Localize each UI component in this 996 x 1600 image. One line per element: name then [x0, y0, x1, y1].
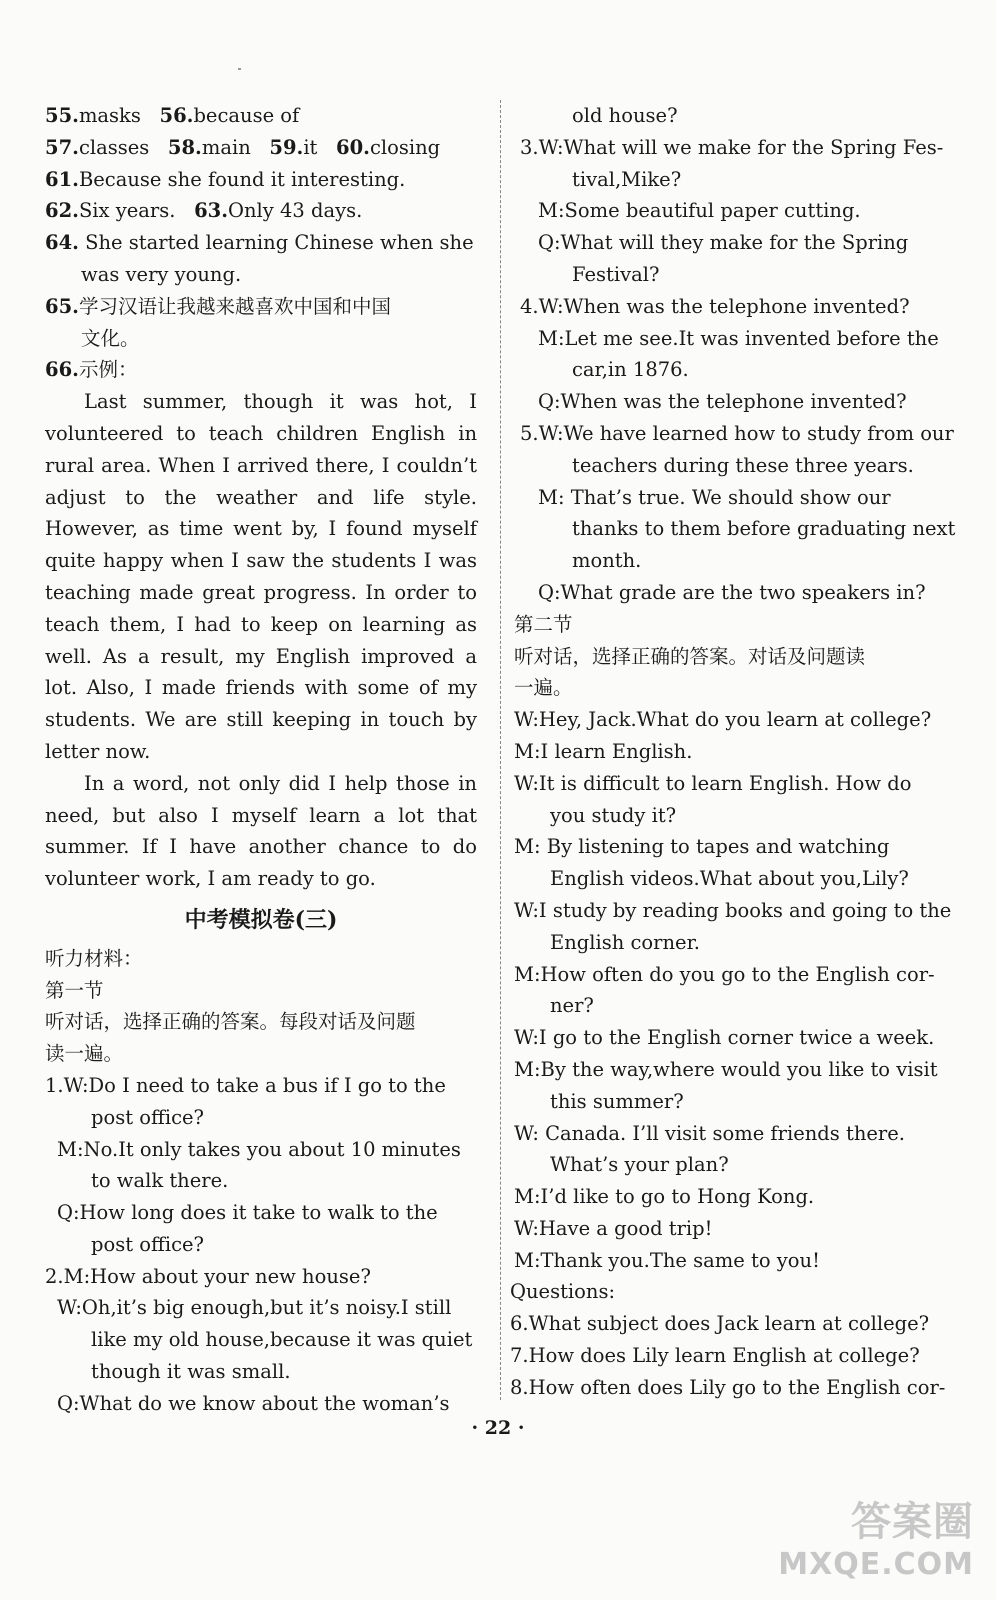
answer-line: was very young.: [81, 262, 242, 286]
dialog-line: ner?: [550, 994, 594, 1018]
instruction-line: 一遍。: [514, 676, 573, 700]
right-column: [510, 100, 960, 1404]
left-column: [45, 100, 477, 1420]
watermark: [778, 1490, 974, 1582]
dialog-line: Q:How long does it take to walk to the: [57, 1201, 438, 1225]
watermark-en: MXQE.COM: [778, 1547, 974, 1582]
dialog-line: tival,Mike?: [572, 167, 682, 191]
dialog-line: M:By the way,where would you like to visit: [514, 1057, 938, 1081]
dialog-line: W:I go to the English corner twice a week.: [514, 1026, 935, 1050]
answer-line: 55.masks 56.because of: [45, 104, 300, 127]
dialog-line: 3.W:What will we make for the Spring Fes-: [520, 135, 944, 159]
question-line: 7.How does Lily learn English at college?: [510, 1344, 920, 1368]
dialog-line: car,in 1876.: [572, 358, 689, 382]
instruction-line: 听对话，选择正确的答案。每段对话及问题: [45, 1010, 416, 1034]
dialog-line: though it was small.: [91, 1360, 291, 1384]
dialog-line: M: By listening to tapes and watching: [514, 835, 890, 859]
dialog-line: M: That’s true. We should show our: [538, 485, 891, 509]
dialog-line: teachers during these three years.: [572, 453, 914, 477]
essay-paragraph: Last summer, though it was hot, I volunteered to teach children English in rural area. When I arrived there, I couldn’t adjust to the weather and life style. However, as time went by, I found myself quite happy when I saw the students I was teaching made great progress. In order to teach them, I had to keep on learning as well. As a result, my English improved a lot. Also, I made friends with some of my students. We are still keeping in touch by letter now.: [45, 390, 477, 763]
answer-line: 65.学习汉语让我越来越喜欢中国和中国: [45, 294, 391, 318]
dialog-line: M:Some beautiful paper cutting.: [538, 199, 861, 223]
dialog-line: 2.M:How about your new house?: [45, 1264, 371, 1288]
watermark-cn: 答案圈: [851, 1499, 974, 1545]
dialog-line: this summer?: [550, 1089, 684, 1113]
heading-line: 第一节: [45, 978, 104, 1002]
page-number: · 22 ·: [471, 1417, 525, 1439]
heading-line: 第二节: [514, 612, 573, 636]
dialog-line: 5.W:We have learned how to study from our: [520, 421, 954, 445]
dialog-line: Q:When was the telephone invented?: [538, 390, 907, 414]
question-line: 8.How often does Lily go to the English cor-: [510, 1375, 946, 1399]
column-divider: [500, 100, 501, 1400]
instruction-line: 读一遍。: [45, 1042, 124, 1066]
dialog-line: W: Canada. I’ll visit some friends there.: [514, 1121, 905, 1145]
heading-line: 听力材料：: [45, 946, 143, 970]
dialog-line: M:Let me see.It was invented before the: [538, 326, 939, 350]
dialog-line: W:Oh,it’s big enough,but it’s noisy.I still: [57, 1296, 452, 1320]
dialog-line: post office?: [91, 1232, 205, 1256]
dialog-line: W:I study by reading books and going to the: [514, 898, 952, 922]
dialog-line: Festival?: [572, 262, 660, 286]
instruction-line: 听对话，选择正确的答案。对话及问题读: [514, 644, 866, 668]
question-line: 6.What subject does Jack learn at college?: [510, 1312, 930, 1336]
dialog-line: W:Hey, Jack.What do you learn at college?: [514, 708, 932, 732]
dialog-line: M:I learn English.: [514, 739, 693, 763]
dialog-line: M:I’d like to go to Hong Kong.: [514, 1185, 815, 1209]
scan-speck: [238, 68, 241, 70]
dialog-line: W:Have a good trip!: [514, 1216, 713, 1240]
section-title: 中考模拟卷(三): [184, 906, 338, 933]
dialog-line: M:Thank you.The same to you!: [514, 1248, 820, 1272]
dialog-line: Q:What will they make for the Spring: [538, 231, 909, 255]
dialog-line: What’s your plan?: [550, 1153, 729, 1177]
answer-line: 文化。: [81, 326, 140, 350]
dialog-line: month.: [572, 549, 642, 573]
heading-line: Questions:: [510, 1280, 616, 1304]
dialog-line: English videos.What about you,Lily?: [550, 867, 909, 891]
dialog-line: thanks to them before graduating next: [572, 517, 956, 541]
dialog-line: M:How often do you go to the English cor-: [514, 962, 935, 986]
dialog-line: Q:What grade are the two speakers in?: [538, 580, 926, 604]
dialog-line: like my old house,because it was quiet: [91, 1328, 473, 1352]
dialog-line: English corner.: [550, 930, 700, 954]
dialog-line: 4.W:When was the telephone invented?: [520, 294, 910, 318]
dialog-line: to walk there.: [91, 1169, 229, 1193]
dialog-line: 1.W:Do I need to take a bus if I go to the: [45, 1073, 446, 1097]
answer-line: 62.Six years. 63.Only 43 days.: [45, 199, 363, 223]
answer-line: 66.示例：: [45, 358, 138, 382]
answer-line: 57.classes 58.main 59.it 60.closing: [45, 135, 441, 159]
dialog-line: old house?: [572, 104, 678, 127]
dialog-line: post office?: [91, 1105, 205, 1129]
essay-paragraph: In a word, not only did I help those in need, but also I myself learn a lot that summer. If I have another chance to do volunteer work, I am ready to go.: [45, 771, 477, 891]
dialog-line: W:It is difficult to learn English. How do: [514, 771, 912, 795]
dialog-line: M:No.It only takes you about 10 minutes: [57, 1137, 461, 1161]
answer-line: 64. She started learning Chinese when she: [45, 231, 474, 255]
dialog-line: you study it?: [550, 803, 677, 827]
dialog-line: Q:What do we know about the woman’s: [57, 1391, 450, 1415]
answer-line: 61.Because she found it interesting.: [45, 167, 406, 191]
